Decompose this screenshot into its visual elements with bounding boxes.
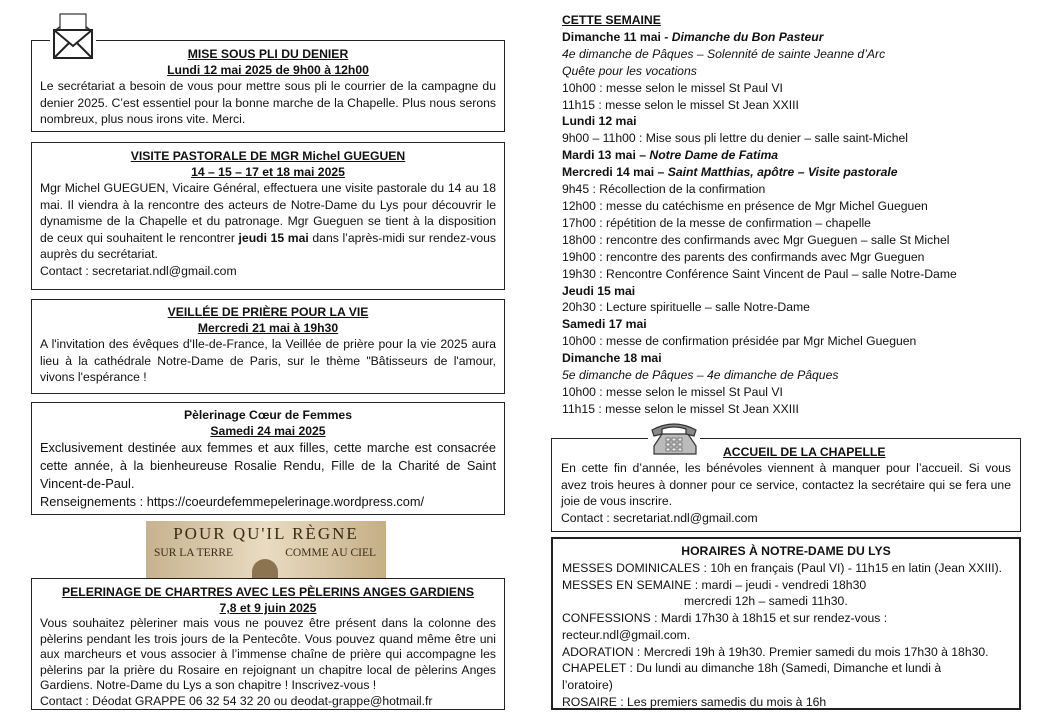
horaires-title: HORAIRES À NOTRE-DAME DU LYS	[681, 544, 891, 558]
day4-item-f: 19h30 : Rencontre Conférence Saint Vincent de Paul – salle Notre-Dame	[562, 266, 957, 281]
day7-label: Dimanche 18 mai	[562, 351, 662, 366]
horaires-row: ADORATION : Mercredi 19h à 19h30. Premier samedi du mois 17h30 à 18h30.	[562, 644, 989, 659]
visite-text-bold: jeudi 15 mai	[238, 230, 309, 245]
banner-line1: POUR QU'IL RÈGNE	[173, 524, 359, 543]
day4-item-b: 12h00 : messe du catéchisme en présence de Mgr Michel Gueguen	[562, 198, 928, 213]
week-schedule	[562, 12, 1032, 418]
day1-label: Dimanche 11 mai	[562, 29, 661, 44]
denier-title: MISE SOUS PLI DU DENIER	[187, 47, 349, 61]
veillee-title: VEILLÉE DE PRIÈRE POUR LA VIE	[167, 305, 369, 319]
horaires-row: MESSES EN SEMAINE : mardi – jeudi - vendredi 18h30	[562, 577, 867, 592]
day1-feast: - Dimanche du Bon Pasteur	[660, 29, 824, 44]
day4-item-d: 18h00 : rencontre des confirmands avec Mgr Gueguen – salle St Michel	[562, 232, 950, 247]
horaires-row: recteur.ndl@gmail.com.	[562, 627, 691, 642]
day5-label: Jeudi 15 mai	[562, 283, 636, 298]
accueil-title: ACCUEIL DE LA CHAPELLE	[723, 445, 886, 459]
day4-item-c: 17h00 : répétition de la messe de confirmation – chapelle	[562, 215, 871, 230]
pilgrimage-banner-image	[146, 521, 386, 578]
femmes-box	[31, 402, 505, 515]
visite-box	[31, 142, 505, 290]
banner-line2: SUR LA TERRE	[154, 547, 234, 559]
horaires-row: CHAPELET : Du lundi au dimanche 18h (Samedi, Dimanche et lundi à	[562, 661, 942, 676]
day4-feast: Saint Matthias, apôtre – Visite pastorale	[667, 165, 898, 180]
horaires-row: ROSAIRE : Les premiers samedis du mois à 16h	[562, 694, 827, 709]
day6-label: Samedi 17 mai	[562, 317, 647, 332]
day2-item-a: 9h00 – 11h00 : Mise sous pli lettre du denier – salle saint-Michel	[562, 131, 908, 146]
chartres-contact: Contact : Déodat GRAPPE 06 32 54 32 20 ou deodat-grappe@hotmail.fr	[40, 693, 433, 708]
day7-line2: 5e dimanche de Pâques – 4e dimanche de Pâques	[562, 368, 839, 383]
veillee-date: Mercredi 21 mai à 19h30	[197, 321, 339, 335]
envelope-icon	[50, 10, 96, 62]
femmes-date: Samedi 24 mai 2025	[210, 424, 326, 438]
accueil-box	[551, 438, 1021, 532]
visite-text	[40, 180, 496, 263]
day3-label: Mardi 13 mai –	[562, 148, 650, 163]
day6-item-a: 10h00 : messe de confirmation présidée par Mgr Michel Gueguen	[562, 334, 917, 349]
chartres-title: PELERINAGE DE CHARTRES AVEC LES PÈLERINS ANGES GARDIENS	[62, 585, 474, 599]
horaires-box	[551, 537, 1021, 710]
visite-title: VISITE PASTORALE DE MGR Michel GUEGUEN	[130, 149, 406, 163]
day7-item-b: 11h15 : messe selon le missel St Jean XXIII	[562, 401, 799, 416]
day1-item-a: 10h00 : messe selon le missel St Paul VI	[562, 80, 783, 95]
accueil-contact: Contact : secretariat.ndl@gmail.com	[561, 510, 758, 525]
veillee-text: A l'invitation des évêques d'Ile-de-France, la Veillée de prière pour la vie 2025 aura lieu à la cathédrale Notre-Dame de Paris, sur le thème "Bâtisseurs de l'amour, vivons l'espérance !	[40, 337, 496, 385]
day1-line2: 4e dimanche de Pâques – Solennité de sainte Jeanne d’Arc	[562, 46, 886, 61]
denier-date: Lundi 12 mai 2025 de 9h00 à 12h00	[167, 63, 369, 77]
horaires-row: mercredi 12h – samedi 11h30.	[684, 594, 848, 609]
week-title: CETTE SEMAINE	[562, 13, 661, 27]
chartres-box	[31, 578, 505, 710]
banner-figure	[252, 559, 278, 578]
day2-label: Lundi 12 mai	[562, 114, 637, 129]
chartres-date: 7,8 et 9 juin 2025	[219, 601, 317, 615]
day4-label: Mercredi 14 mai –	[562, 165, 668, 180]
day5-item-a: 20h30 : Lecture spirituelle – salle Notre-Dame	[562, 300, 810, 315]
day1-item-b: 11h15 : messe selon le missel St Jean XXIII	[562, 97, 799, 112]
femmes-text: Exclusivement destinée aux femmes et aux filles, cette marche est consacrée cette année, à la bienheureuse Rosalie Rendu, Fille de la Charité de Saint Vincent-de-Paul.	[40, 440, 496, 491]
femmes-info: Renseignements : https://coeurdefemmepelerinage.wordpress.com/	[40, 494, 425, 509]
horaires-row: MESSES DOMINICALES : 10h en français (Paul VI) - 11h15 en latin (Jean XXIII).	[562, 561, 1003, 575]
denier-box	[31, 40, 505, 132]
day3-feast: Notre Dame de Fatima	[649, 148, 779, 163]
femmes-title: Pèlerinage Cœur de Femmes	[184, 408, 352, 422]
day4-item-a: 9h45 : Récollection de la confirmation	[562, 182, 766, 197]
visite-date: 14 – 15 – 17 et 18 mai 2025	[191, 165, 345, 179]
day1-line3: Quête pour les vocations	[562, 63, 697, 78]
horaires-row: CONFESSIONS : Mardi 17h30 à 18h15 et sur rendez-vous :	[562, 611, 888, 626]
week-day-1	[562, 29, 1032, 46]
telephone-icon	[648, 420, 700, 460]
chartres-text: Vous souhaitez pèleriner mais vous ne pouvez être présent dans la colonne des pèlerins pendant les trois jours de la Pentecôte. Vous pouvez quand même être uni aux marcheurs et vous associer à l’immense chaîne de prière qui accompagne les pèlerins par la prière du Rosaire en rejoignant un chapitre local de pèlerins Anges Gardiens. Notre-Dame du Lys a son chapitre ! Inscrivez-vous !	[40, 616, 496, 693]
visite-text-b: dans l’après-midi sur rendez-vous auprès du secrétariat.	[40, 230, 496, 262]
visite-text-a: Mgr Michel GUEGUEN, Vicaire Général, effectuera une visite pastorale du 14 au 18 mai. Il viendra à la rencontre des acteurs de Notre-Dame du Lys pour découvrir le dynamisme de la Chapelle et du patronage. Mgr Gueguen se tient à la disposition de ceux qui souhaitent le rencontrer	[40, 181, 496, 245]
visite-contact: Contact : secretariat.ndl@gmail.com	[40, 263, 237, 278]
banner-line3: COMME AU CIEL	[285, 547, 376, 559]
accueil-text: En cette fin d’année, les bénévoles viennent à manquer pour l’accueil. Si vous avez trois heures à donner pour ce service, contactez la secrétaire qui se fera une joie de vous inscrire.	[561, 461, 1011, 509]
veillee-box	[31, 299, 505, 394]
horaires-row: l’oratoire)	[562, 677, 613, 692]
denier-text: Le secrétariat a besoin de vous pour mettre sous pli le courrier de la campagne du denier 2025. C’est essentiel pour la bonne marche de la Chapelle. Plus nous serons nombreux, plus nous irons vite. Merci.	[40, 79, 496, 127]
day4-item-e: 19h00 : rencontre des parents des confirmands avec Mgr Gueguen	[562, 249, 925, 264]
day7-item-a: 10h00 : messe selon le missel St Paul VI	[562, 384, 783, 399]
